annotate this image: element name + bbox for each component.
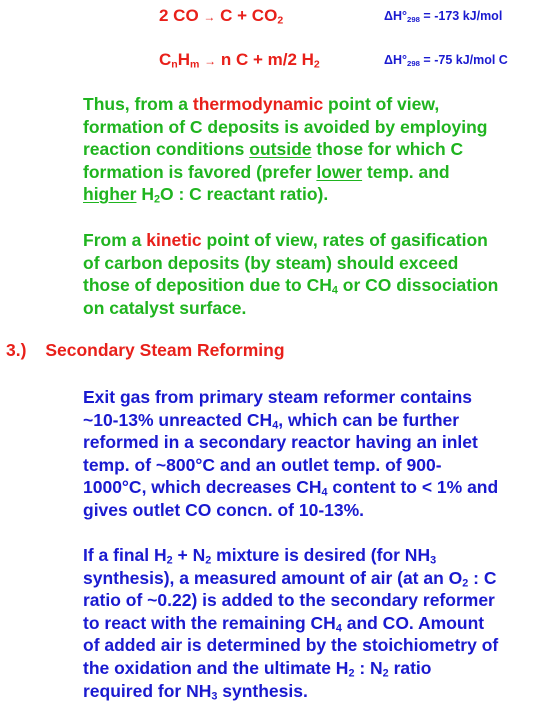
thermodynamic-highlight: thermodynamic	[192, 94, 324, 114]
air-addition-paragraph: If a final $H_2 + N_2$ mixture is desired (for $NH_3$ synthesis), a measured amount of air (at an $O_2$ : C ratio of ~0.22) is added to the secondary reformer to react with the remaining $CH_4$ and CO. Amount of added air is determined by the stoichiometry of the oxidation and the ultimate $H_2$ : $N_2$ ratio required for $NH_3$ synthesis.	[83, 545, 499, 703]
equation-1: 2 CO → $C + CO_2$	[159, 6, 284, 27]
section-heading	[6, 340, 285, 361]
section-title: Secondary Steam Reforming	[45, 340, 285, 360]
kinetic-paragraph: From a kinetic point of view, rates of gasification of carbon deposits (by steam) should exceed those of deposition due to $CH_4$ or CO dissociation on catalyst surface.	[83, 230, 499, 318]
equation-2: $C_nH_m \to n$ C + m/2 $H_2$	[159, 50, 320, 71]
secondary-reformer-paragraph: Exit gas from primary steam reformer contains ~10-13% unreacted $CH_4$, which can be further reformed in a secondary reactor having an inlet temp. of ~800°C and an outlet temp. of 900- 1000°C, which decreases $CH_4$ content to < 1% and gives outlet CO concn. of 10-13%.	[83, 387, 499, 520]
arrow-icon: →	[204, 54, 217, 68]
enthalpy-1: $\Delta H^\circ_{298} = -173$ kJ/mol	[384, 9, 503, 24]
thermodynamic-paragraph: Thus, from a thermodynamic point of view, formation of C deposits is avoided by employing reaction conditions outside those for which C formation is favored (prefer lower temp. and higher $H_2O$ : C reactant ratio).	[83, 94, 488, 207]
kinetic-highlight: kinetic	[146, 230, 202, 250]
section-number: 3.)	[6, 340, 27, 360]
arrow-icon: →	[203, 10, 216, 24]
enthalpy-2: $\Delta H^\circ_{298} = -75$ kJ/mol C	[384, 53, 508, 68]
